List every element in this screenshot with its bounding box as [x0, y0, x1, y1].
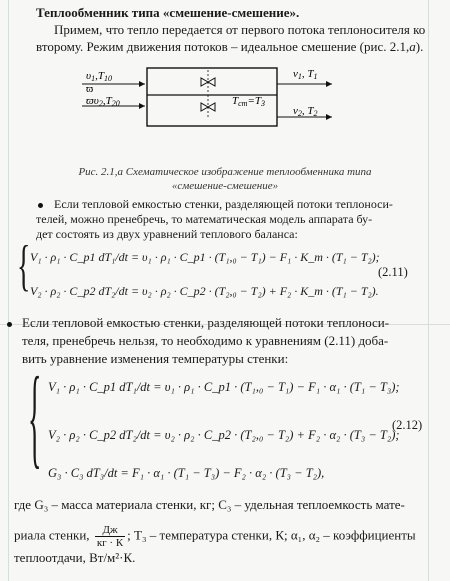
footer-line-2 [14, 524, 416, 549]
bullet1-line-3: дет состоять из двух уравнений теплового баланса: [36, 227, 298, 241]
equation-number-2-12: (2.12) [392, 418, 423, 432]
bullet2-line-2: теля, пренебречь нельзя, то необходимо к уравнениям (2.11) доба- [22, 333, 389, 348]
heat-exchanger-diagram [0, 62, 450, 162]
intro-line-1: Примем, что тепло передается от первого потока теплоносителя ко [54, 22, 426, 37]
equation-2-12a: V₁ · ρ₁ · C_p1 dT₁/dt = υ₁ · ρ₁ · C_p1 · (T₁,₀ − T₁) − F₁ · α₁ · (T₁ − T₃); [48, 380, 400, 394]
bullet-icon [7, 322, 12, 327]
bullet1-line-2: телей, можно пренебречь, то математическая модель аппарата бу- [36, 212, 373, 226]
inlet-arrow-1-head [139, 81, 145, 87]
equation-2-12c: G₃ · C₃ dT₃/dt = F₁ · α₁ · (T₁ − T₃) − F₂ · α₂ · (T₃ − T₂), [48, 466, 325, 480]
equation-2-11a: V₁ · ρ₁ · C_p1 dT₁/dt = υ₁ · ρ₁ · C_p1 · (T₁,₀ − T₁) − F₁ · K_т · (T₁ − T₂); [30, 250, 380, 264]
inlet-arrow-2-head [139, 103, 145, 109]
unit-denominator: кг · К [96, 537, 124, 549]
equation-number-2-11: (2.11) [378, 265, 408, 279]
valve-icon-bottom [201, 95, 215, 119]
unit-fraction [95, 524, 125, 549]
inlet-1-label: υ1,T10 [86, 70, 112, 83]
footer-line-2-end: ; T₃ – температура стенки, К; α₁, α₂ – коэффициенты [127, 527, 416, 543]
outlet-1-label: v1, T1 [293, 68, 318, 81]
unit-numerator: Дж [95, 524, 125, 537]
footer-line-3: теплоотдачи, Вт/м²·К. [14, 550, 136, 565]
equation-brace: { [17, 236, 31, 298]
valve-icon-top [201, 70, 215, 94]
footer-line-1: где G₃ – масса материала стенки, кг; C₃ – удельная теплоемкость мате- [14, 497, 405, 512]
figure-caption-line-1: Рис. 2.1,а Схематическое изображение теплообменника типа [78, 166, 372, 178]
bullet1-line-1: Если тепловой емкостью стенки, разделяющей потоки теплоноси- [54, 197, 393, 211]
equation-2-11b: V₂ · ρ₂ · C_p2 dT₂/dt = υ₂ · ρ₂ · C_p2 · (T₂,₀ − T₂) + F₂ · K_т · (T₁ − T₂). [30, 284, 379, 298]
outlet-arrow-2-head [326, 114, 332, 120]
figure-caption-line-2: «смешение-смешение» [171, 180, 279, 192]
intro-line-2-italic: а [409, 39, 416, 54]
bullet2-line-3: вить уравнение изменения температуры стенки: [22, 351, 289, 366]
equation-brace: { [28, 358, 42, 482]
footer-line-2-start: риала стенки, [14, 527, 90, 543]
bullet2-line-1: Если тепловой емкостью стенки, разделяющей потоки теплоноси- [22, 315, 390, 330]
outlet-arrow-1-head [326, 81, 332, 87]
intro-line-2-end: ). [415, 39, 424, 54]
intro-line-2 [36, 39, 423, 55]
omega-label-top: ϖ [86, 83, 94, 95]
wall-temperature-label: Tст=T3 [232, 95, 265, 108]
section-heading: Теплообменник типа «смешение-смешение». [36, 5, 300, 20]
inlet-2-label: ϖυ2,T20 [86, 95, 120, 108]
intro-line-2-text: второму. Режим движения потоков – идеальное смешение (рис. 2.1, [36, 39, 410, 54]
equation-2-12b: V₂ · ρ₂ · C_p2 dT₂/dt = υ₂ · ρ₂ · C_p2 · (T₂,₀ − T₂) + F₂ · α₂ · (T₃ − T₂); [48, 428, 400, 442]
bullet-icon [38, 203, 43, 208]
outlet-2-label: v2, T2 [293, 105, 318, 118]
